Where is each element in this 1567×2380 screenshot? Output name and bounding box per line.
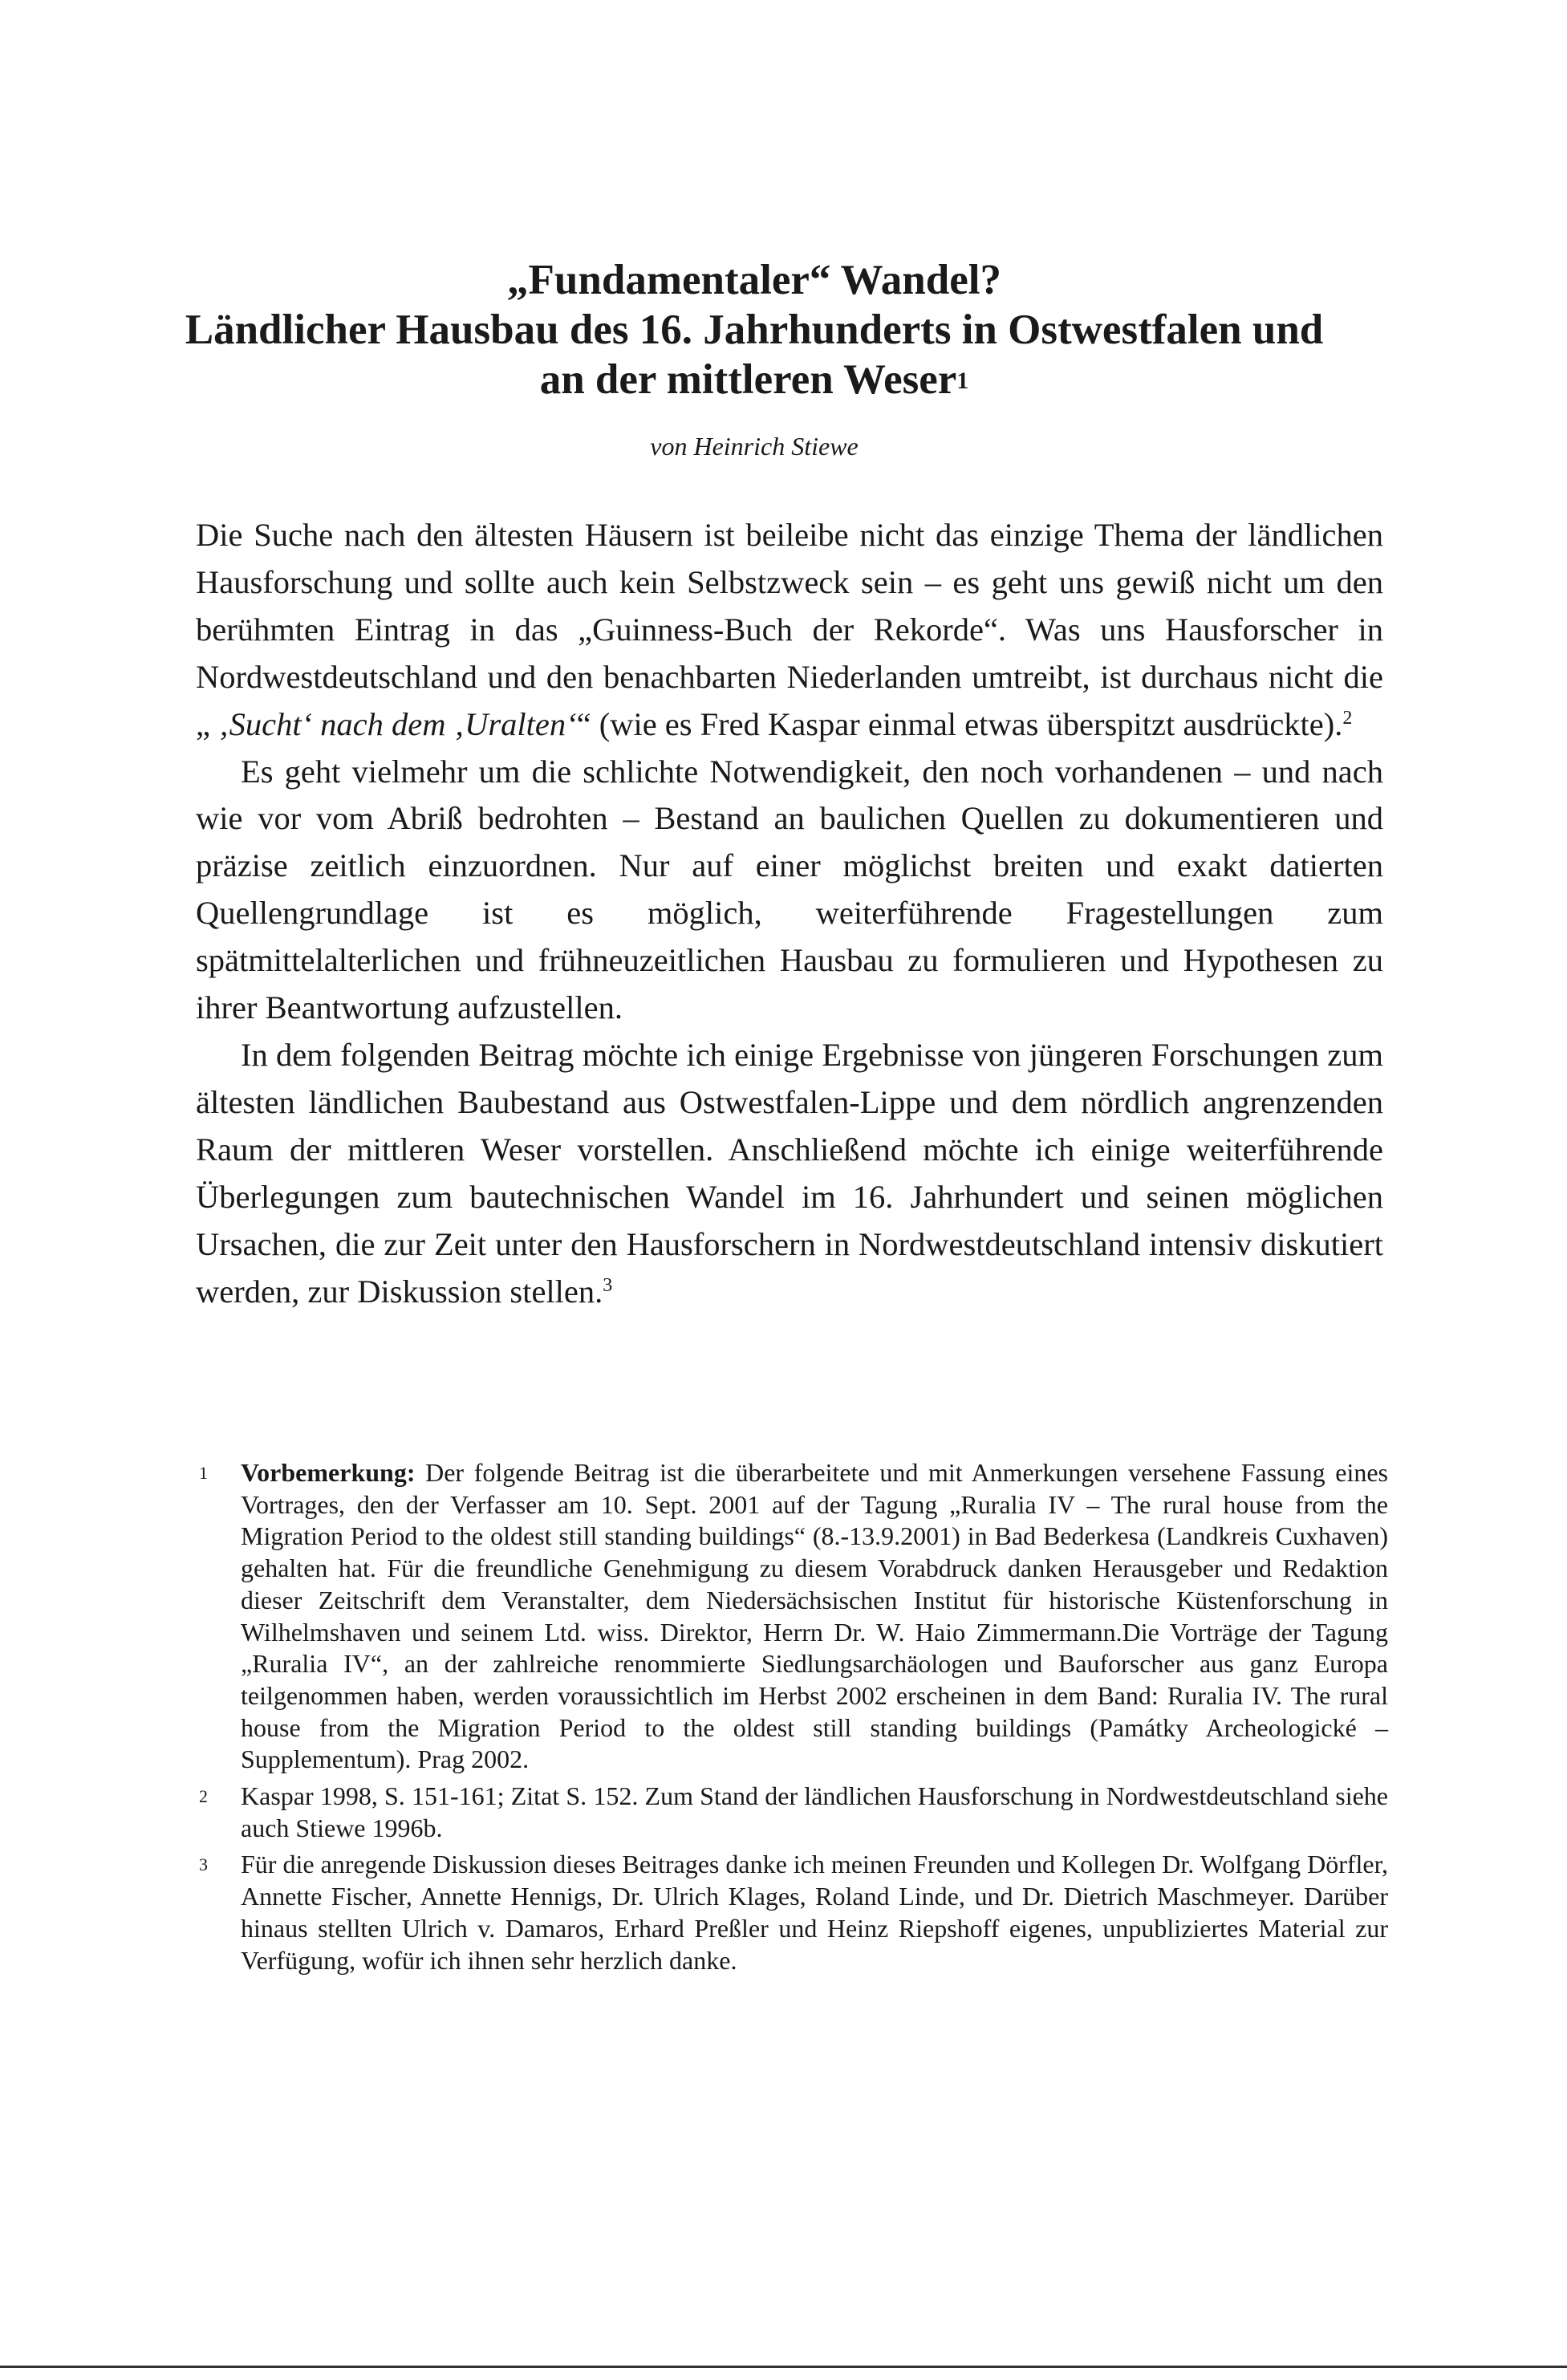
- author-byline: von Heinrich Stiewe: [650, 432, 859, 461]
- footnote-ref-3[interactable]: 3: [603, 1274, 613, 1296]
- page-bottom-rule: [0, 2366, 1567, 2368]
- paragraph-2: Es geht vielmehr um die schlichte Notwendigkeit, den noch vorhandenen – und nach wie vor vom Abriß bedrohten – Bestand an baulichen Quellen zu dokumentieren und präzise zeitlich einzuordnen. Nur auf einer möglichst breiten und exakt datierten Quellengrundlage ist es möglich, weiterführende Fragestellungen zum spätmittelalterlichen und frühneuzeitlichen Hausbau zu formulieren und Hypothesen zu ihrer Beantwortung aufzustellen.: [196, 753, 1383, 1026]
- footnote-text: Für die anregende Diskussion dieses Beitrages danke ich meinen Freunden und Kollegen Dr. Wolfgang Dörfler, Annette Fischer, Annette Hennigs, Dr. Ulrich Klages, Roland Linde, und Dr. Dietrich Maschmeyer. Darüber hinaus stellten Ulrich v. Damaros, Erhard Preßler und Heinz Riepshoff eigenes, unpubliziertes Material zur Verfügung, wofür ich ihnen sehr herzlich danke.: [241, 1850, 1388, 1975]
- title-line-2: Ländlicher Hausbau des 16. Jahrhunderts in Ostwestfalen und: [185, 307, 1324, 353]
- title-line-3: [160, 355, 1348, 404]
- paragraph-1-quote: ‚Sucht‘ nach dem ‚Uralten‘: [218, 705, 577, 742]
- title-line-3-text: an der mittleren Weser: [539, 356, 957, 403]
- footnote-1: [196, 1457, 1388, 1776]
- footnote-3: [196, 1849, 1388, 1976]
- footnote-2: [196, 1781, 1388, 1844]
- paragraph-3: [196, 1032, 1383, 1315]
- body-text: [196, 512, 1383, 1315]
- title-line-1: „Fundamentaler“ Wandel?: [507, 257, 1001, 303]
- paragraph-1: [196, 512, 1383, 749]
- article-title: [160, 255, 1348, 404]
- footnote-ref-1[interactable]: 1: [956, 368, 969, 394]
- footnote-number: 2: [199, 1786, 208, 1807]
- footnote-text: Der folgende Beitrag ist die überarbeitete und mit Anmerkungen versehene Fassung eines Vortrages, den der Verfasser am 10. Sept. 2001 auf der Tagung „Ruralia IV – The rural house from the Migration Period to the oldest still standing buildings“ (8.-13.9.2001) in Bad Bederkesa (Landkreis Cuxhaven) gehalten hat. Für die freundliche Genehmigung zu diesem Vorabdruck danken Herausgeber und Redaktion dieser Zeitschrift dem Veranstalter, dem Niedersächsischen Institut für historische Küstenforschung in Wilhelmshaven und seinem Ltd. wiss. Direktor, Herrn Dr. W. Haio Zimmermann.Die Vorträge der Tagung „Ruralia IV“, an der zahlreiche renommierte Siedlungsarchäologen und Bauforscher aus ganz Europa teilgenommen haben, werden voraussichtlich im Herbst 2002 erscheinen in dem Band: Ruralia IV. The rural house from the Migration Period to the oldest still standing buildings (Památky Archeologické – Supplementum). Prag 2002.: [241, 1458, 1388, 1774]
- footnote-number: 1: [199, 1463, 208, 1483]
- footnote-ref-2[interactable]: 2: [1342, 707, 1353, 729]
- footnotes: [196, 1457, 1388, 1981]
- paragraph-1-part-b: “ (wie es Fred Kaspar einmal etwas überspitzt ausdrückte).: [576, 705, 1343, 742]
- footnote-number: 3: [199, 1854, 208, 1875]
- footnote-lead: Vorbemerkung:: [241, 1458, 416, 1487]
- paragraph-3-text: In dem folgenden Beitrag möchte ich einige Ergebnisse von jüngeren Forschungen zum ältesten ländlichen Baubestand aus Ostwestfalen-Lippe und dem nördlich angrenzenden Raum der mittleren Weser vorstellen. Anschließend möchte ich einige weiterführende Überlegungen zum bautechnischen Wandel im 16. Jahrhundert und seinen möglichen Ursachen, die zur Zeit unter den Hausforschern in Nordwestdeutschland intensiv diskutiert werden, zur Diskussion stellen.: [196, 1036, 1383, 1310]
- paragraph-1-part-a: Die Suche nach den ältesten Häusern ist beileibe nicht das einzige Thema der ländlichen Hausforschung und sollte auch kein Selbstzweck sein – es geht uns gewiß nicht um den berühmten Eintrag in das „Guinness-Buch der Rekorde“. Was uns Hausforscher in Nordwestdeutschland und den benachbarten Niederlanden umtreibt, ist durchaus nicht die „: [196, 517, 1383, 742]
- footnote-text: Kaspar 1998, S. 151-161; Zitat S. 152. Zum Stand der ländlichen Hausforschung in Nordwestdeutschland siehe auch Stiewe 1996b.: [241, 1781, 1388, 1842]
